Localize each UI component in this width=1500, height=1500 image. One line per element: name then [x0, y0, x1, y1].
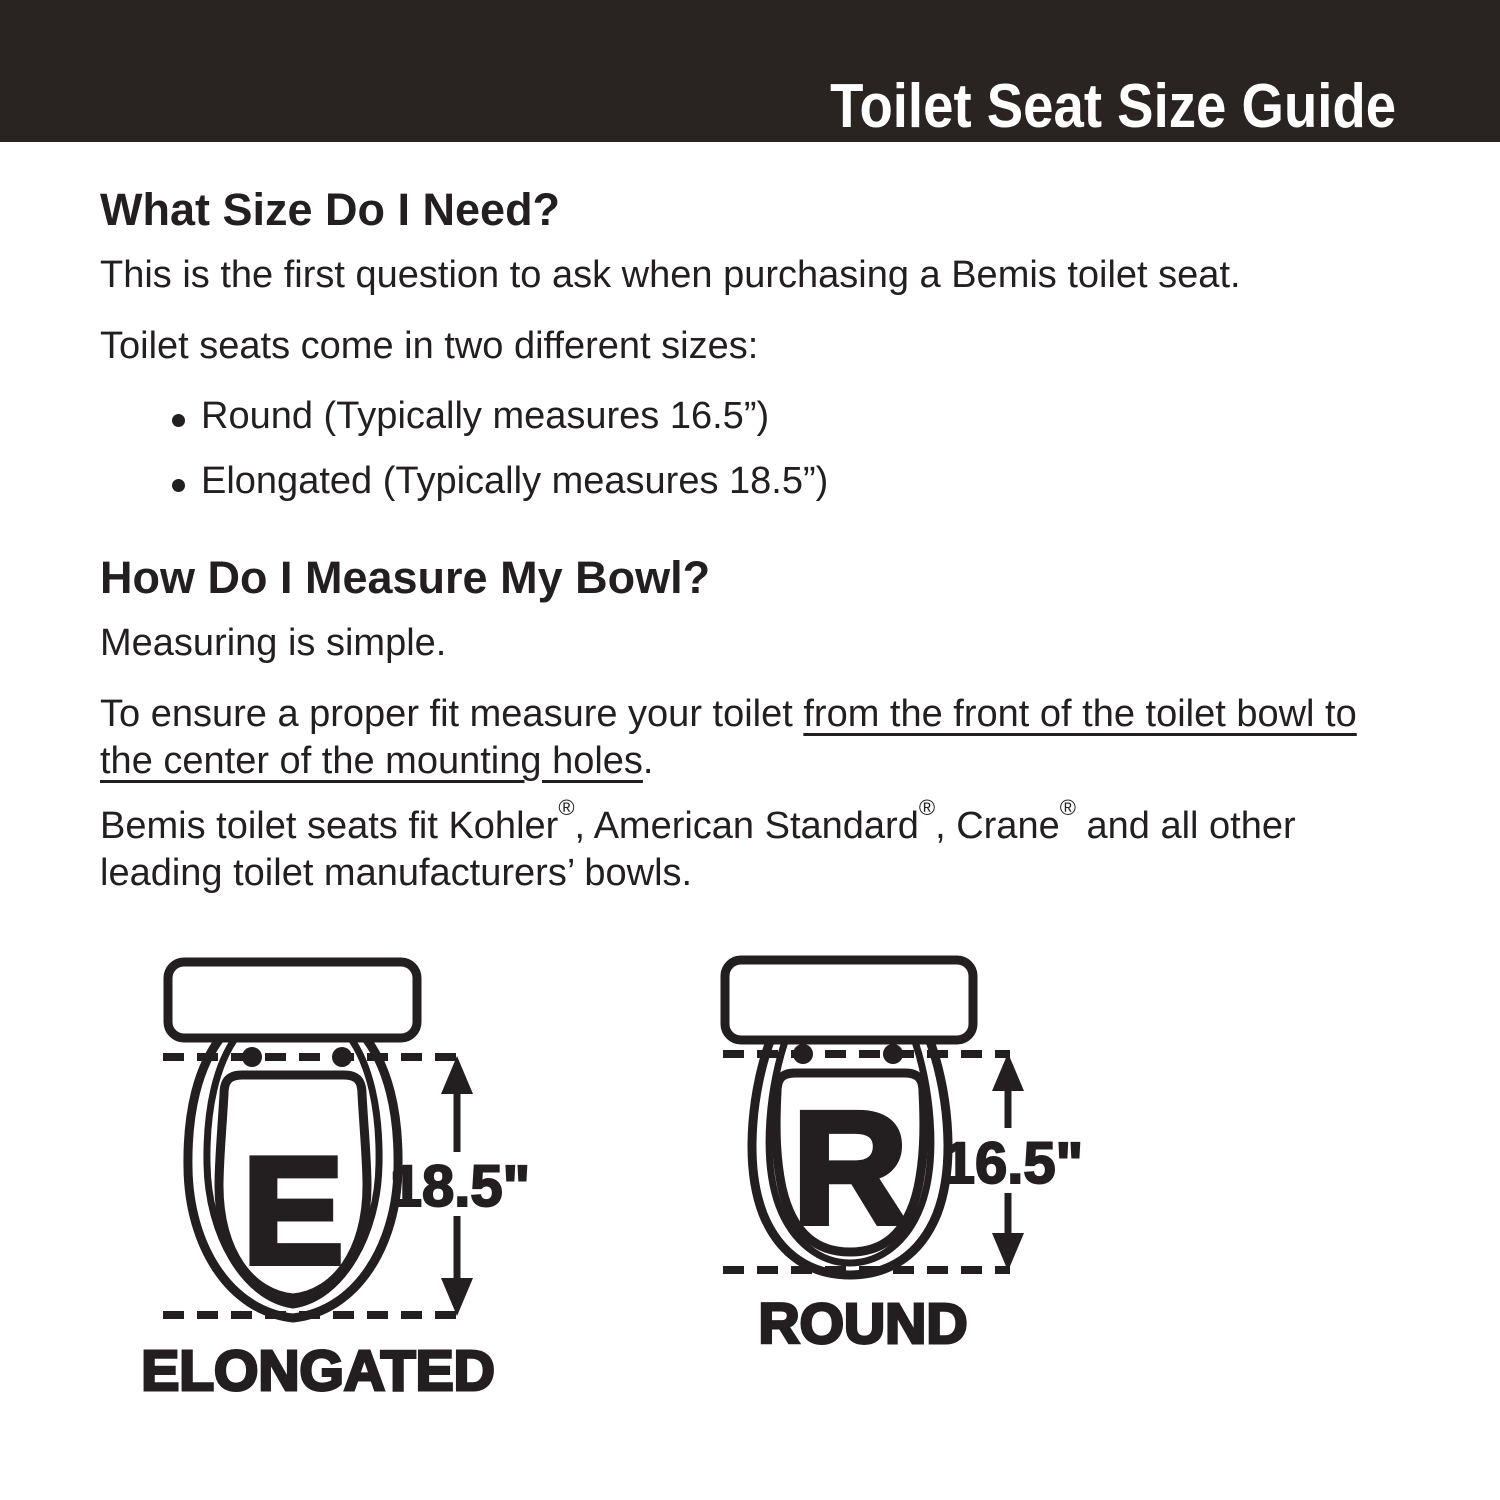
- round-tank-shape: [725, 960, 973, 1040]
- instruction-underlined-part-1: from the front of the toilet bowl to: [803, 693, 1357, 735]
- round-size-letter: R: [792, 1078, 908, 1257]
- round-hinge-dot-left: [793, 1044, 813, 1064]
- brands-text: [100, 795, 1296, 897]
- round-measurement-label: 16.5": [942, 1131, 1084, 1196]
- header-bar: [0, 0, 1500, 142]
- heading-what-size: What Size Do I Need?: [100, 184, 561, 235]
- round-diagram: [723, 960, 1083, 1356]
- bullet-dot: [172, 479, 185, 492]
- bullet-dot: [172, 414, 185, 427]
- round-diagram-label: ROUND: [758, 1292, 968, 1356]
- round-hinge-dot-right: [883, 1044, 903, 1064]
- measuring-simple-text: Measuring is simple.: [100, 622, 447, 664]
- heading-how-measure: How Do I Measure My Bowl?: [100, 552, 711, 603]
- elongated-diagram: [141, 962, 530, 1400]
- bullet-item-round: [172, 394, 769, 438]
- bullet-label-round: Round (Typically measures 16.5”): [201, 395, 770, 437]
- instruction-underlined-part-2: the center of the mounting holes: [100, 740, 643, 782]
- elongated-diagram-label: ELONGATED: [141, 1339, 495, 1400]
- brands-line-1: Bemis toilet seats fit Kohler®, American Standard®, Crane® and all other: [100, 795, 1296, 847]
- bullet-item-elongated: [172, 459, 828, 503]
- elongated-hinge-dot-right: [332, 1047, 352, 1067]
- brands-line-2: leading toilet manufacturers’ bowls.: [100, 852, 693, 894]
- intro-text: This is the first question to ask when purchasing a Bemis toilet seat.: [100, 254, 1241, 296]
- elongated-size-letter: E: [242, 1126, 344, 1296]
- sizes-lead-text: Toilet seats come in two different sizes:: [100, 325, 759, 367]
- bullet-label-elongated: Elongated (Typically measures 18.5”): [201, 460, 829, 502]
- elongated-tank-shape: [168, 962, 417, 1038]
- size-diagrams: [0, 930, 1500, 1400]
- elongated-hinge-dot-left: [242, 1047, 262, 1067]
- page-title: Toilet Seat Size Guide: [830, 72, 1396, 141]
- measure-instruction-text: [100, 691, 1357, 785]
- elongated-measurement-label: 18.5": [389, 1154, 531, 1219]
- instruction-prefix: To ensure a proper fit measure your toilet: [100, 693, 804, 735]
- instruction-suffix: .: [642, 740, 654, 782]
